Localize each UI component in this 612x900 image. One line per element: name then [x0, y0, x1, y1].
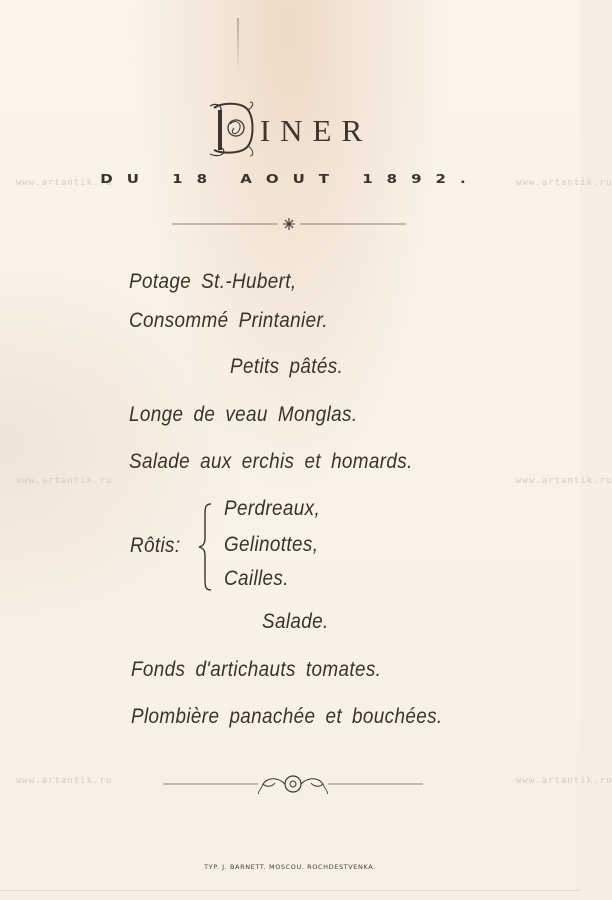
menu-item: Salade.: [262, 610, 329, 633]
menu-item: Salade aux erchis et homards.: [129, 450, 413, 473]
watermark: www.artantik.ru: [16, 178, 113, 188]
watermark: www.artantik.ru: [516, 776, 612, 786]
watermark: www.artantik.ru: [516, 476, 612, 486]
paper-crease: [237, 18, 239, 73]
menu-item: Plombière panachée et bouchées.: [131, 705, 443, 728]
ornamental-drop-cap: [208, 100, 256, 158]
rotis-label: Rôtis:: [130, 534, 181, 557]
title-text: INER: [259, 113, 373, 148]
watermark: www.artantik.ru: [16, 776, 113, 786]
curly-brace-icon: [197, 502, 215, 592]
rotis-item: Gelinottes,: [224, 533, 319, 556]
rotis-item: Perdreaux,: [224, 497, 321, 520]
ornamental-divider-icon: [163, 770, 423, 798]
printer-imprint: TYP. J. BARNETT. MOSCOU. ROCHDESTVENKA.: [204, 863, 376, 871]
menu-item: Longe de veau Monglas.: [129, 403, 358, 426]
menu-item: Petits pâtés.: [230, 355, 344, 378]
date-line: DU 18 AOUT 1892.: [100, 171, 480, 187]
watermark: www.artantik.ru: [16, 476, 113, 486]
menu-item: Potage St.-Hubert,: [129, 270, 297, 293]
menu-item: Fonds d'artichauts tomates.: [131, 658, 382, 681]
watermark: www.artantik.ru: [516, 178, 612, 188]
star-divider-icon: [172, 217, 406, 231]
menu-item: Consommé Printanier.: [129, 309, 329, 332]
menu-title: [0, 98, 580, 158]
rotis-item: Cailles.: [224, 567, 289, 590]
drop-cap-flourish-icon: [208, 100, 256, 158]
